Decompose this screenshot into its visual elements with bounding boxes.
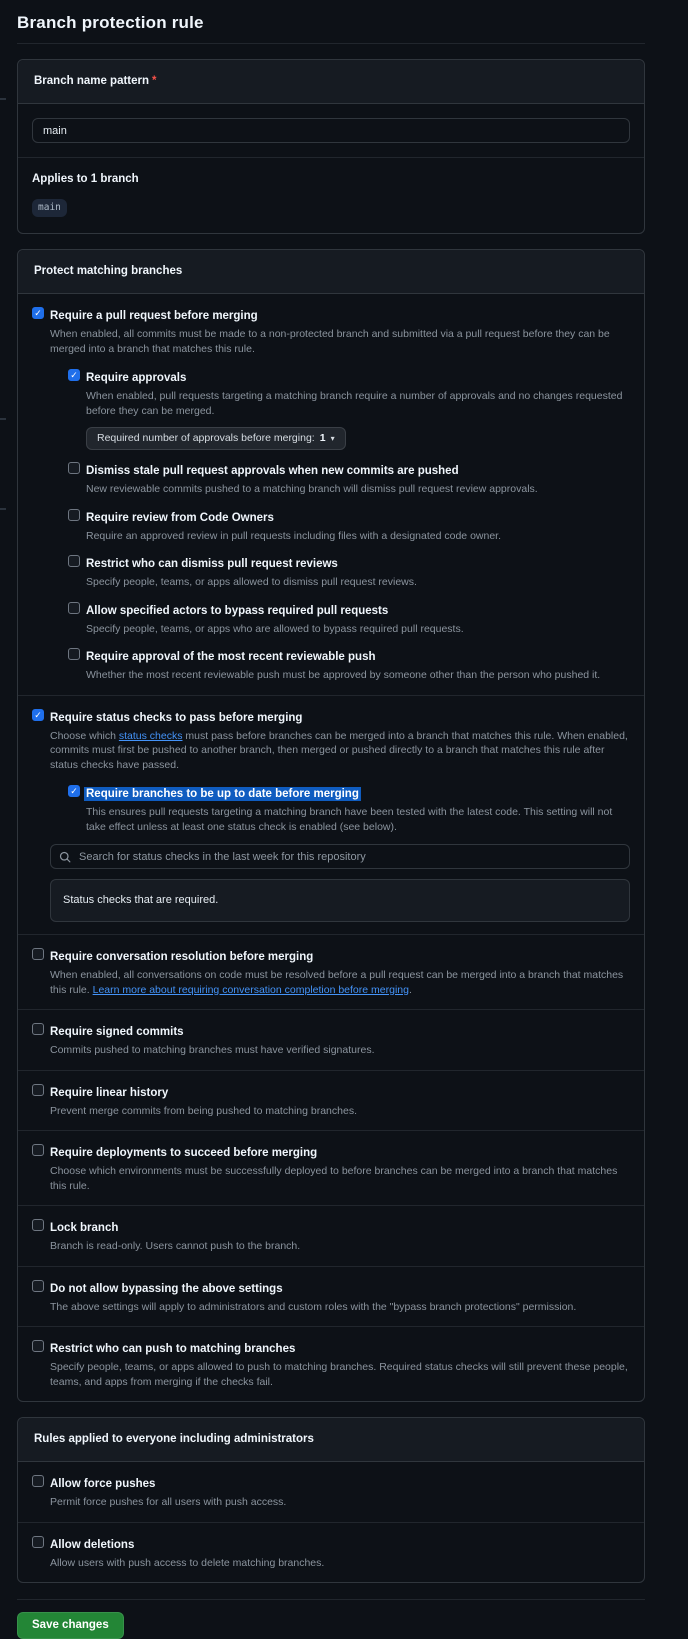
conversation-resolution-group (18, 934, 644, 1009)
settings-content (17, 0, 645, 1639)
recent-push-label[interactable]: Require approval of the most recent reviewable push (86, 651, 376, 663)
protect-header: Protect matching branches (18, 250, 644, 294)
up-to-date-description: This ensures pull requests targeting a matching branch have been tested with the latest code. This setting will not take effect unless at least one status check is enabled (see below). (86, 806, 613, 833)
deployments-description: Choose which environments must be successfully deployed to before branches can be merged into a branch that matches this rule. (50, 1165, 618, 1192)
no-bypass-checkbox[interactable] (32, 1280, 44, 1292)
footer-divider (17, 1599, 645, 1600)
restrict-push-description: Specify people, teams, or apps allowed to push to matching branches. Required status checks will still prevent these people, teams, and apps from merging if the checks fail. (50, 1361, 628, 1388)
recent-push-item (68, 647, 630, 683)
linear-history-label[interactable]: Require linear history (50, 1086, 169, 1099)
branch-name-label: Branch name pattern (34, 75, 150, 87)
bypass-actors-item (68, 601, 630, 637)
save-changes-button[interactable]: Save changes (17, 1612, 124, 1639)
recent-push-checkbox[interactable] (68, 648, 80, 660)
require-approvals-checkbox[interactable] (68, 369, 80, 381)
restrict-dismiss-label[interactable]: Restrict who can dismiss pull request reviews (86, 558, 338, 570)
dismiss-stale-item (68, 461, 630, 497)
pull-request-description: When enabled, all commits must be made to a non-protected branch and submitted via a pull request before they can be merged into a branch that matches this rule. (50, 328, 610, 355)
pull-request-label[interactable]: Require a pull request before merging (50, 310, 258, 322)
check-icon: ✓ (70, 370, 78, 380)
restrict-dismiss-item (68, 554, 630, 590)
no-bypass-group (18, 1266, 644, 1327)
conversation-resolution-label[interactable]: Require conversation resolution before merging (50, 951, 314, 963)
chevron-down-icon: ▾ (330, 434, 335, 443)
deployments-group (18, 1130, 644, 1205)
page-title: Branch protection rule (17, 13, 204, 32)
status-checks-desc-pre: Choose which (50, 729, 119, 742)
status-checks-checkbox[interactable] (32, 709, 44, 721)
conversation-resolution-description (50, 968, 630, 997)
code-owners-description: Require an approved review in pull requests including files with a designated code owner. (86, 529, 502, 542)
signed-commits-group (18, 1009, 644, 1070)
bypass-actors-label[interactable]: Allow specified actors to bypass required pull requests (86, 604, 389, 617)
branch-name-card (17, 59, 645, 234)
deployments-checkbox[interactable] (32, 1144, 44, 1156)
admin-rules-card (17, 1417, 645, 1583)
restrict-dismiss-description: Specify people, teams, or apps allowed to dismiss pull request reviews. (86, 576, 417, 588)
approvals-dropdown-label: Required number of approvals before merging: (97, 432, 315, 444)
restrict-push-label[interactable]: Restrict who can push to matching branches (50, 1343, 296, 1355)
signed-commits-label[interactable]: Require signed commits (50, 1026, 184, 1038)
allow-deletions-description: Allow users with push access to delete matching branches. (50, 1556, 325, 1569)
search-icon (59, 851, 71, 863)
force-pushes-group (18, 1462, 644, 1522)
code-owners-item (68, 508, 630, 544)
signed-commits-checkbox[interactable] (32, 1023, 44, 1035)
status-checks-search-input[interactable] (77, 850, 621, 864)
branch-badge: main (32, 199, 67, 217)
status-checks-description (50, 729, 630, 773)
bypass-actors-description: Specify people, teams, or apps who are allowed to bypass required pull requests. (86, 622, 464, 635)
no-bypass-label[interactable]: Do not allow bypassing the above settings (50, 1282, 283, 1295)
conversation-desc-post: . (408, 983, 412, 996)
conversation-learn-more-link[interactable]: Learn more about requiring conversation completion before merging (92, 983, 409, 996)
restrict-push-group (18, 1326, 644, 1401)
up-to-date-item (68, 784, 630, 834)
title-divider (17, 43, 645, 44)
status-checks-link[interactable]: status checks (118, 729, 183, 742)
allow-deletions-label[interactable]: Allow deletions (50, 1538, 135, 1551)
required-asterisk: * (152, 75, 157, 87)
lock-branch-checkbox[interactable] (32, 1219, 44, 1231)
pull-request-checkbox[interactable] (32, 307, 44, 319)
allow-deletions-checkbox[interactable] (32, 1536, 44, 1548)
lock-branch-label[interactable]: Lock branch (50, 1222, 119, 1234)
admin-rules-header: Rules applied to everyone including administrators (18, 1418, 644, 1462)
signed-commits-description: Commits pushed to matching branches must have verified signatures. (50, 1044, 375, 1056)
branch-name-input[interactable] (32, 118, 630, 143)
require-approvals-item (68, 368, 630, 450)
lock-branch-description: Branch is read-only. Users cannot push to the branch. (50, 1240, 301, 1252)
status-checks-group (18, 695, 644, 935)
approvals-dropdown-value: 1 (319, 432, 326, 444)
status-checks-search (50, 844, 630, 869)
up-to-date-checkbox[interactable] (68, 785, 80, 797)
code-owners-checkbox[interactable] (68, 509, 80, 521)
pull-request-group (18, 294, 644, 695)
allow-deletions-group (18, 1522, 644, 1583)
branch-name-header (18, 60, 644, 104)
up-to-date-label[interactable]: Require branches to be up to date before merging (86, 788, 359, 800)
conversation-resolution-checkbox[interactable] (32, 948, 44, 960)
status-checks-desc-post: must pass before branches can be merged into a branch that matches this rule. When enabled, commits must first be pushed to another branch, then merged or pushed directly to a branch that matches this rule after status checks have passed. (50, 729, 628, 771)
left-edge-tick (0, 418, 6, 420)
no-bypass-description: The above settings will apply to administrators and custom roles with the "bypass branch protections" permission. (50, 1300, 577, 1313)
restrict-push-checkbox[interactable] (32, 1340, 44, 1352)
linear-history-description: Prevent merge commits from being pushed to matching branches. (50, 1104, 357, 1117)
dismiss-stale-checkbox[interactable] (68, 462, 80, 474)
dismiss-stale-label[interactable]: Dismiss stale pull request approvals when new commits are pushed (86, 465, 459, 477)
deployments-label[interactable]: Require deployments to succeed before merging (50, 1147, 318, 1159)
branch-name-input-row (18, 104, 644, 158)
approvals-count-dropdown[interactable] (86, 427, 346, 450)
applies-row (18, 158, 644, 233)
restrict-dismiss-checkbox[interactable] (68, 555, 80, 567)
left-edge-tick (0, 508, 6, 510)
require-approvals-description: When enabled, pull requests targeting a matching branch require a number of approvals and no changes requested before they can be merged. (86, 390, 623, 417)
recent-push-description: Whether the most recent reviewable push must be approved by someone other than the person who pushed it. (86, 669, 601, 681)
check-icon: ✓ (34, 308, 42, 318)
linear-history-group (18, 1070, 644, 1131)
lock-branch-group (18, 1205, 644, 1266)
left-edge-tick (0, 98, 6, 100)
applies-label: Applies to 1 branch (32, 173, 139, 185)
conversation-desc-pre: When enabled, all conversations on code must be resolved before a pull request can be merged into a branch that matches this rule. (50, 969, 624, 996)
check-icon: ✓ (70, 786, 78, 796)
protect-card (17, 249, 645, 1402)
force-pushes-label[interactable]: Allow force pushes (50, 1478, 156, 1490)
dismiss-stale-description: New reviewable commits pushed to a matching branch will dismiss pull request review approvals. (86, 483, 538, 495)
force-pushes-checkbox[interactable] (32, 1475, 44, 1487)
force-pushes-description: Permit force pushes for all users with push access. (50, 1496, 287, 1508)
status-checks-label[interactable]: Require status checks to pass before merging (50, 711, 303, 724)
require-approvals-label[interactable]: Require approvals (86, 372, 187, 384)
linear-history-checkbox[interactable] (32, 1084, 44, 1096)
required-status-checks-text: Status checks that are required. (63, 894, 219, 906)
required-status-checks-box (50, 879, 630, 922)
bypass-actors-checkbox[interactable] (68, 602, 80, 614)
code-owners-label[interactable]: Require review from Code Owners (86, 511, 274, 524)
check-icon: ✓ (34, 709, 42, 720)
